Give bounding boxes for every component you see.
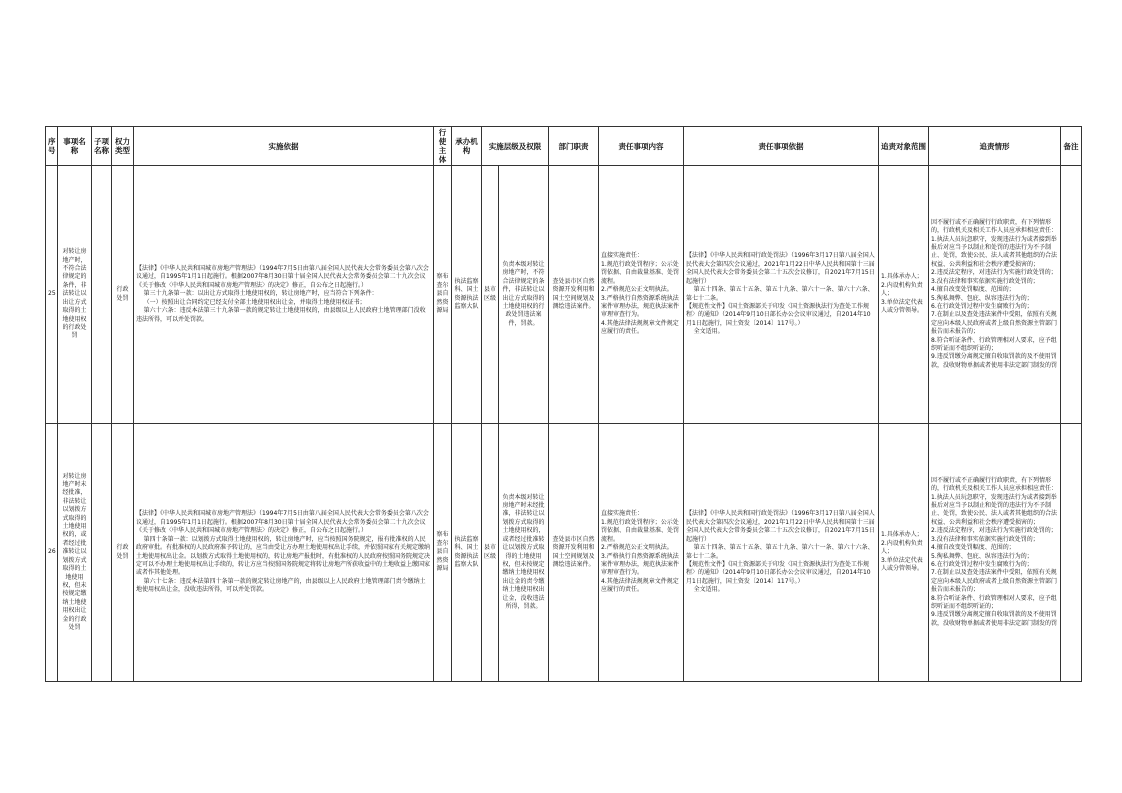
row-remark xyxy=(1061,166,1082,424)
header-situation: 追责情形 xyxy=(929,127,1061,166)
row-basis-text: 【法律】《中华人民共和国城市房地产管理法》（1994年7月5日由第八届全国人民代表大会常务委员会第八次会议通过，自1995年1月1日起施行。根据2007年8月30日第十届全国人民代表大会常务委员会第二十九次会议《关于修改〈中华人民共和国城市房地产管理法〉的决定》修正，自公布之日起施行。） 第三十九条第一款：以出让方式取得土地使用权的，转让房地产时，应当符合下列条件： （一）按照出让合同约定已经支付全部土地使用权出让金，并取得土地使用权证书； 第六十六条：违反本法第三十九条第一款的规定转让土地使用权的，由县级以上人民政府土地管理部门没收违法所得，可以并处罚款。 xyxy=(136,265,429,323)
row-power-type: 行政处罚 xyxy=(112,424,134,682)
row-org: 执法监察科、国土资源执法监察大队 xyxy=(452,424,482,682)
row-scope xyxy=(879,166,929,424)
row-subject: 察布查尔县自然资源局 xyxy=(434,424,452,682)
row-scope-text: 1.具体承办人； 2.内设机构负责人； 3.单位法定代表人或分管领导。 xyxy=(881,531,924,573)
header-sub-item: 子项名称 xyxy=(92,127,112,166)
row-content xyxy=(599,424,684,682)
row-scope-text: 1.具体承办人； 2.内设机构负责人； 3.单位法定代表人或分管领导。 xyxy=(881,273,924,315)
table-row xyxy=(46,424,1082,682)
row-no: 25 xyxy=(46,166,58,424)
header-scope: 追责对象范围 xyxy=(879,127,929,166)
row-content xyxy=(599,166,684,424)
row-subject: 察布查尔县自然资源局 xyxy=(434,166,452,424)
header-duty: 部门职责 xyxy=(549,127,599,166)
row-content-text: 直接实施责任： 1.规范行政处罚程序；公示处罚依据、自由裁量基准、处罚流程。 2.严格规范公正文明执法。 3.严格执行自然资源系统执法案件审理办法，规范执法案件审理审查行为。 4.其他法律法规规章文件规定应履行的责任。 xyxy=(601,252,680,336)
row-basis2 xyxy=(684,166,879,424)
row-level-scope: 负责本级对转让房地产时未经批准，非法转让以划拨方式取得的土地使用权的，或者经过批准转让以划拨方式取得的土地使用权，但未按规定缴纳土地使用权出让金的责令缴纳土地使用权出让金，没收违法所得，罚款。 xyxy=(499,424,549,682)
header-basis2: 责任事项依据 xyxy=(684,127,879,166)
row-scope xyxy=(879,424,929,682)
row-situation xyxy=(929,424,1061,682)
power-list-table xyxy=(45,126,1082,682)
row-no: 26 xyxy=(46,424,58,682)
row-item-name: 对转让房地产时，不符合法律规定的条件，非法转让以出让方式取得的土地使用权的行政处罚 xyxy=(58,166,92,424)
header-content: 责任事项内容 xyxy=(599,127,684,166)
row-level: 县市区级 xyxy=(482,166,499,424)
row-situation-text: 因不履行或不正确履行行政职责，有下列情形的，行政机关及相关工作人员应承担相应责任： 1.执法人员玩忽职守，发现违法行为或者接到举报后对应当予以制止和处罚的违法行为不予制止、处罚，致使公民、法人或者其他组织的合法权益、公共利益和社会秩序遭受损害的； 2.违反法定程序，对违法行为实施行政处罚的； 3.没有法律和事实依据实施行政处罚的； 4.擅自改变处罚幅度、范围的； 5.徇私舞弊、包庇、纵容违法行为的； 6.在行政处罚过程中发生腐败行为的； 7.在制止以及查处违法案件中受阻，依照有关规定应向本级人民政府或者上级自然资源主管部门报告而未报告的； 8.符合听证条件、行政管理相对人要求，应予组织听证而不组织听证的； 9.违反罚缴分离规定擅自收取罚款的及不使用罚款，没收财物单据或者使用非法定部门制发的罚 xyxy=(931,218,1058,369)
row-basis2-text: 【法律】《中华人民共和国行政处罚法》（1996年3月17日第八届全国人民代表大会第四次会议通过，2021年1月22日中华人民共和国第十三届全国人民代表大会常务委员会第二十五次会议修订，自2021年7月15日起施行） 第五十四条、第五十五条、第五十九条、第六十一条、第六十六条、第七十二条。 【规范性文件】《国土资源部关于印发〈国土资源执法行为查处工作规程〉的通知》（2014年9月10日部长办公会议审议通过，自2014年10月1日起施行，国土资发〔2014〕117号。） 全文适用。 xyxy=(686,252,875,336)
row-situation xyxy=(929,166,1061,424)
row-content-text: 直接实施责任： 1.规范行政处罚程序；公示处罚依据、自由裁量基准、处罚流程。 2.严格规范公正文明执法。 3.严格执行自然资源系统执法案件审理办法，规范执法案件审理审查行为。 4.其他法律法规规章文件规定应履行的责任。 xyxy=(601,510,680,594)
row-situation-text: 因不履行或不正确履行行政职责，有下列情形的，行政机关及相关工作人员应承担相应责任： 1.执法人员玩忽职守，发现违法行为或者接到举报后对应当予以制止和处罚的违法行为不予制止、处罚，致使公民、法人或者其他组织的合法权益、公共利益和社会秩序遭受损害的； 2.违反法定程序，对违法行为实施行政处罚的； 3.没有法律和事实依据实施行政处罚的； 4.擅自改变处罚幅度、范围的； 5.徇私舞弊、包庇、纵容违法行为的； 6.在行政处罚过程中发生腐败行为的； 7.在制止以及查处违法案件中受阻，依照有关规定应向本级人民政府或者上级自然资源主管部门报告而未报告的； 8.符合听证条件、行政管理相对人要求，应予组织听证而不组织听证的； 9.违反罚缴分离规定擅自收取罚款的及不使用罚款，没收财物单据或者使用非法定部门制发的罚 xyxy=(931,476,1058,627)
row-remark xyxy=(1061,424,1082,682)
row-item-name: 对转让房地产时未经批准，非法转让以划拨方式取得的土地使用权的，或者经过批准转让以划拨方式取得的土地使用权，但未按规定缴纳土地使用权出让金的行政处罚 xyxy=(58,424,92,682)
row-basis xyxy=(134,424,434,682)
row-org: 执法监察科、国土资源执法监察大队 xyxy=(452,166,482,424)
header-basis: 实施依据 xyxy=(134,127,434,166)
row-level-scope: 负责本级对转让房地产时，不符合法律规定的条件，非法转让以出让方式取得的土地使用权的行政处罚违法案件，罚款。 xyxy=(499,166,549,424)
header-row xyxy=(46,127,1082,166)
header-item-name: 事项名称 xyxy=(58,127,92,166)
row-sub-item xyxy=(92,424,112,682)
row-duty: 查处县市区自然资源开发利用和国土空间规划及测绘违法案件。 xyxy=(549,166,599,424)
header-subject: 行使主体 xyxy=(434,127,452,166)
table-row xyxy=(46,166,1082,424)
header-no: 序号 xyxy=(46,127,58,166)
header-power-type: 权力类型 xyxy=(112,127,134,166)
header-level: 实施层级及权限 xyxy=(482,127,549,166)
row-sub-item xyxy=(92,166,112,424)
row-power-type: 行政处罚 xyxy=(112,166,134,424)
header-org: 承办机构 xyxy=(452,127,482,166)
row-basis2-text: 【法律】《中华人民共和国行政处罚法》（1996年3月17日第八届全国人民代表大会第四次会议通过，2021年1月22日中华人民共和国第十三届全国人民代表大会常务委员会第二十五次会议修订，自2021年7月15日起施行） 第五十四条、第五十五条、第五十九条、第六十一条、第六十六条、第七十二条。 【规范性文件】《国土资源部关于印发〈国土资源执法行为查处工作规程〉的通知》（2014年9月10日部长办公会议审议通过，自2014年10月1日起施行，国土资发〔2014〕117号。） 全文适用。 xyxy=(686,510,875,594)
row-duty: 查处县市区自然资源开发利用和国土空间规划及测绘违法案件。 xyxy=(549,424,599,682)
row-basis-text: 【法律】《中华人民共和国城市房地产管理法》（1994年7月5日由第八届全国人民代表大会常务委员会第八次会议通过，自1995年1月1日起施行。根据2007年8月30日第十届全国人民代表大会常务委员会第二十九次会议《关于修改〈中华人民共和国城市房地产管理法〉的决定》修正，自公布之日起施行。） 第四十条第一款：以划拨方式取得土地使用权的，转让房地产时，应当按照国务院规定，报有批准权的人民政府审批。有批准权的人民政府准予转让的，应当由受让方办理土地使用权出让手续，并依照国家有关规定缴纳土地使用权出让金。以划拨方式取得土地使用权的，转让房地产报批时，有批准权的人民政府按照国务院规定决定可以不办理土地使用权出让手续的，转让方应当按照国务院规定将转让房地产所获收益中的土地收益上缴国家或者作其他处理。 第六十七条：违反本法第四十条第一款的规定转让房地产的，由县级以上人民政府土地管理部门责令缴纳土地使用权出让金，没收违法所得，可以并处罚款。 xyxy=(136,510,431,594)
row-basis xyxy=(134,166,434,424)
header-remark: 备注 xyxy=(1061,127,1082,166)
row-level: 县市区级 xyxy=(482,424,499,682)
row-basis2 xyxy=(684,424,879,682)
